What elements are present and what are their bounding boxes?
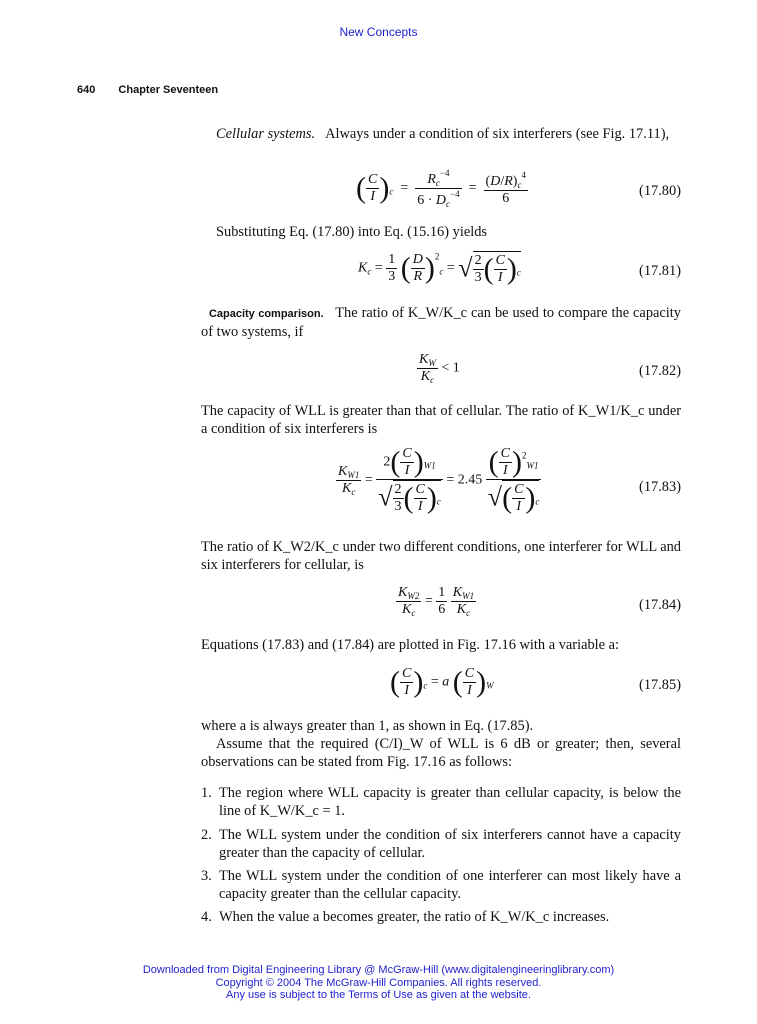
list-item-number: 3.	[201, 868, 212, 884]
paragraph-two-conditions: The ratio of K_W2/K_c under two different conditions, one interferer for WLL and six interferers for cellular, is	[201, 539, 681, 573]
footer-download-link[interactable]: Downloaded from Digital Engineering Library @ McGraw-Hill (www.digitalengineeringlibrary.com)	[142, 964, 615, 976]
equation-17-85: ( $\frac{C}{I}$ )$_c = a$ ( $\frac{C}{I}$ )$_W$	[390, 665, 494, 699]
eq-number-17-85: (17.85)	[639, 677, 681, 693]
list-item	[201, 784, 681, 820]
list-item-text: When the value a becomes greater, the ratio of K_W/K_c increases.	[219, 909, 610, 925]
paragraph-substituting: Substituting Eq. (17.80) into Eq. (15.16) yields	[216, 224, 488, 240]
list-item-text: The WLL system under the condition of six interferers cannot have a capacity greater than the capacity of cellular.	[219, 827, 681, 861]
paragraph-where-a: where a is always greater than 1, as shown in Eq. (17.85).	[201, 718, 534, 734]
paragraph-cellular	[216, 125, 682, 143]
paragraph-assume: Assume that the required (C/I)_W of WLL is 6 dB or greater; then, several observations can be stated from Fig. 17.16 as follows:	[201, 736, 681, 770]
running-head	[77, 84, 218, 96]
eq-number-17-80: (17.80)	[639, 183, 681, 199]
list-item-text: The region where WLL capacity is greater than cellular capacity, is below the line of K_W/K_c = 1.	[219, 785, 681, 819]
equation-17-84: $\frac{K_{W2}}{K_c}$ = $\frac{1}{6}$ $\frac{K_{W1}}{K_c}$	[398, 585, 475, 618]
eq-number-17-83: (17.83)	[639, 479, 681, 495]
chapter-title: Chapter Seventeen	[118, 84, 219, 96]
capacity-comparison-runin: Capacity comparison.	[208, 308, 324, 320]
page-number: 640	[77, 84, 96, 96]
eq-number-17-81: (17.81)	[639, 263, 681, 279]
capacity-comparison-text: The ratio of K_W/K_c can be used to compare the capacity of two systems, if	[201, 305, 681, 340]
eq-number-17-84: (17.84)	[639, 597, 681, 613]
top-link-new-concepts[interactable]: New Concepts	[339, 25, 418, 39]
equation-17-82: $\frac{K_W}{K_c}$ < 1	[419, 352, 460, 385]
list-item-number: 4.	[201, 909, 212, 925]
list-item	[201, 867, 681, 903]
list-item	[201, 908, 681, 926]
cellular-text: Always under a condition of six interferers (see Fig. 17.11),	[325, 126, 670, 142]
eq-number-17-82: (17.82)	[639, 363, 681, 379]
list-item-text: The WLL system under the condition of one interferer can most likely have a capacity greater than the cellular capacity.	[219, 868, 681, 902]
paragraph-wll-greater: The capacity of WLL is greater than that of cellular. The ratio of K_W1/K_c under a condition of six interferers is	[201, 403, 681, 437]
cellular-lead: Cellular systems.	[216, 126, 316, 142]
footer-terms-link[interactable]: Any use is subject to the Terms of Use as given at the website.	[226, 989, 531, 1001]
list-item	[201, 826, 681, 862]
list-item-number: 2.	[201, 827, 212, 843]
footer	[0, 964, 757, 1002]
paragraph-plotted: Equations (17.83) and (17.84) are plotted in Fig. 17.16 with a variable a:	[201, 637, 620, 653]
footer-copyright: Copyright © 2004 The McGraw-Hill Companies. All rights reserved.	[215, 976, 542, 989]
paragraph-capacity-comparison	[201, 304, 681, 341]
equation-17-83: $\frac{K_{W1}}{K_c}$ = 2( $\frac{C}{I}$ )$_{W1}$ √ $\frac{2}{3}$ ( $\frac{C}{I}$ )$_c$ = 2.45 ( $\frac{C}{I}$ )$^2_{W1}$ √( $\frac{C}{I}$ )$_c$	[338, 445, 540, 515]
list-item-number: 1.	[201, 785, 212, 801]
equation-17-81: $K_c$ = $\frac{1}{3}$ ( $\frac{D}{R}$ )$^2_c$ = √ $\frac{2}{3}$ ( $\frac{C}{I}$ )$_c$	[358, 251, 521, 286]
equation-17-80: ( $\frac{C}{I}$ )$_c$ = $\frac{R_c^{-4}}{6 \cdot D_c^{-4}}$ = $\frac{(D/R)_c^4}{6}$	[356, 168, 526, 209]
